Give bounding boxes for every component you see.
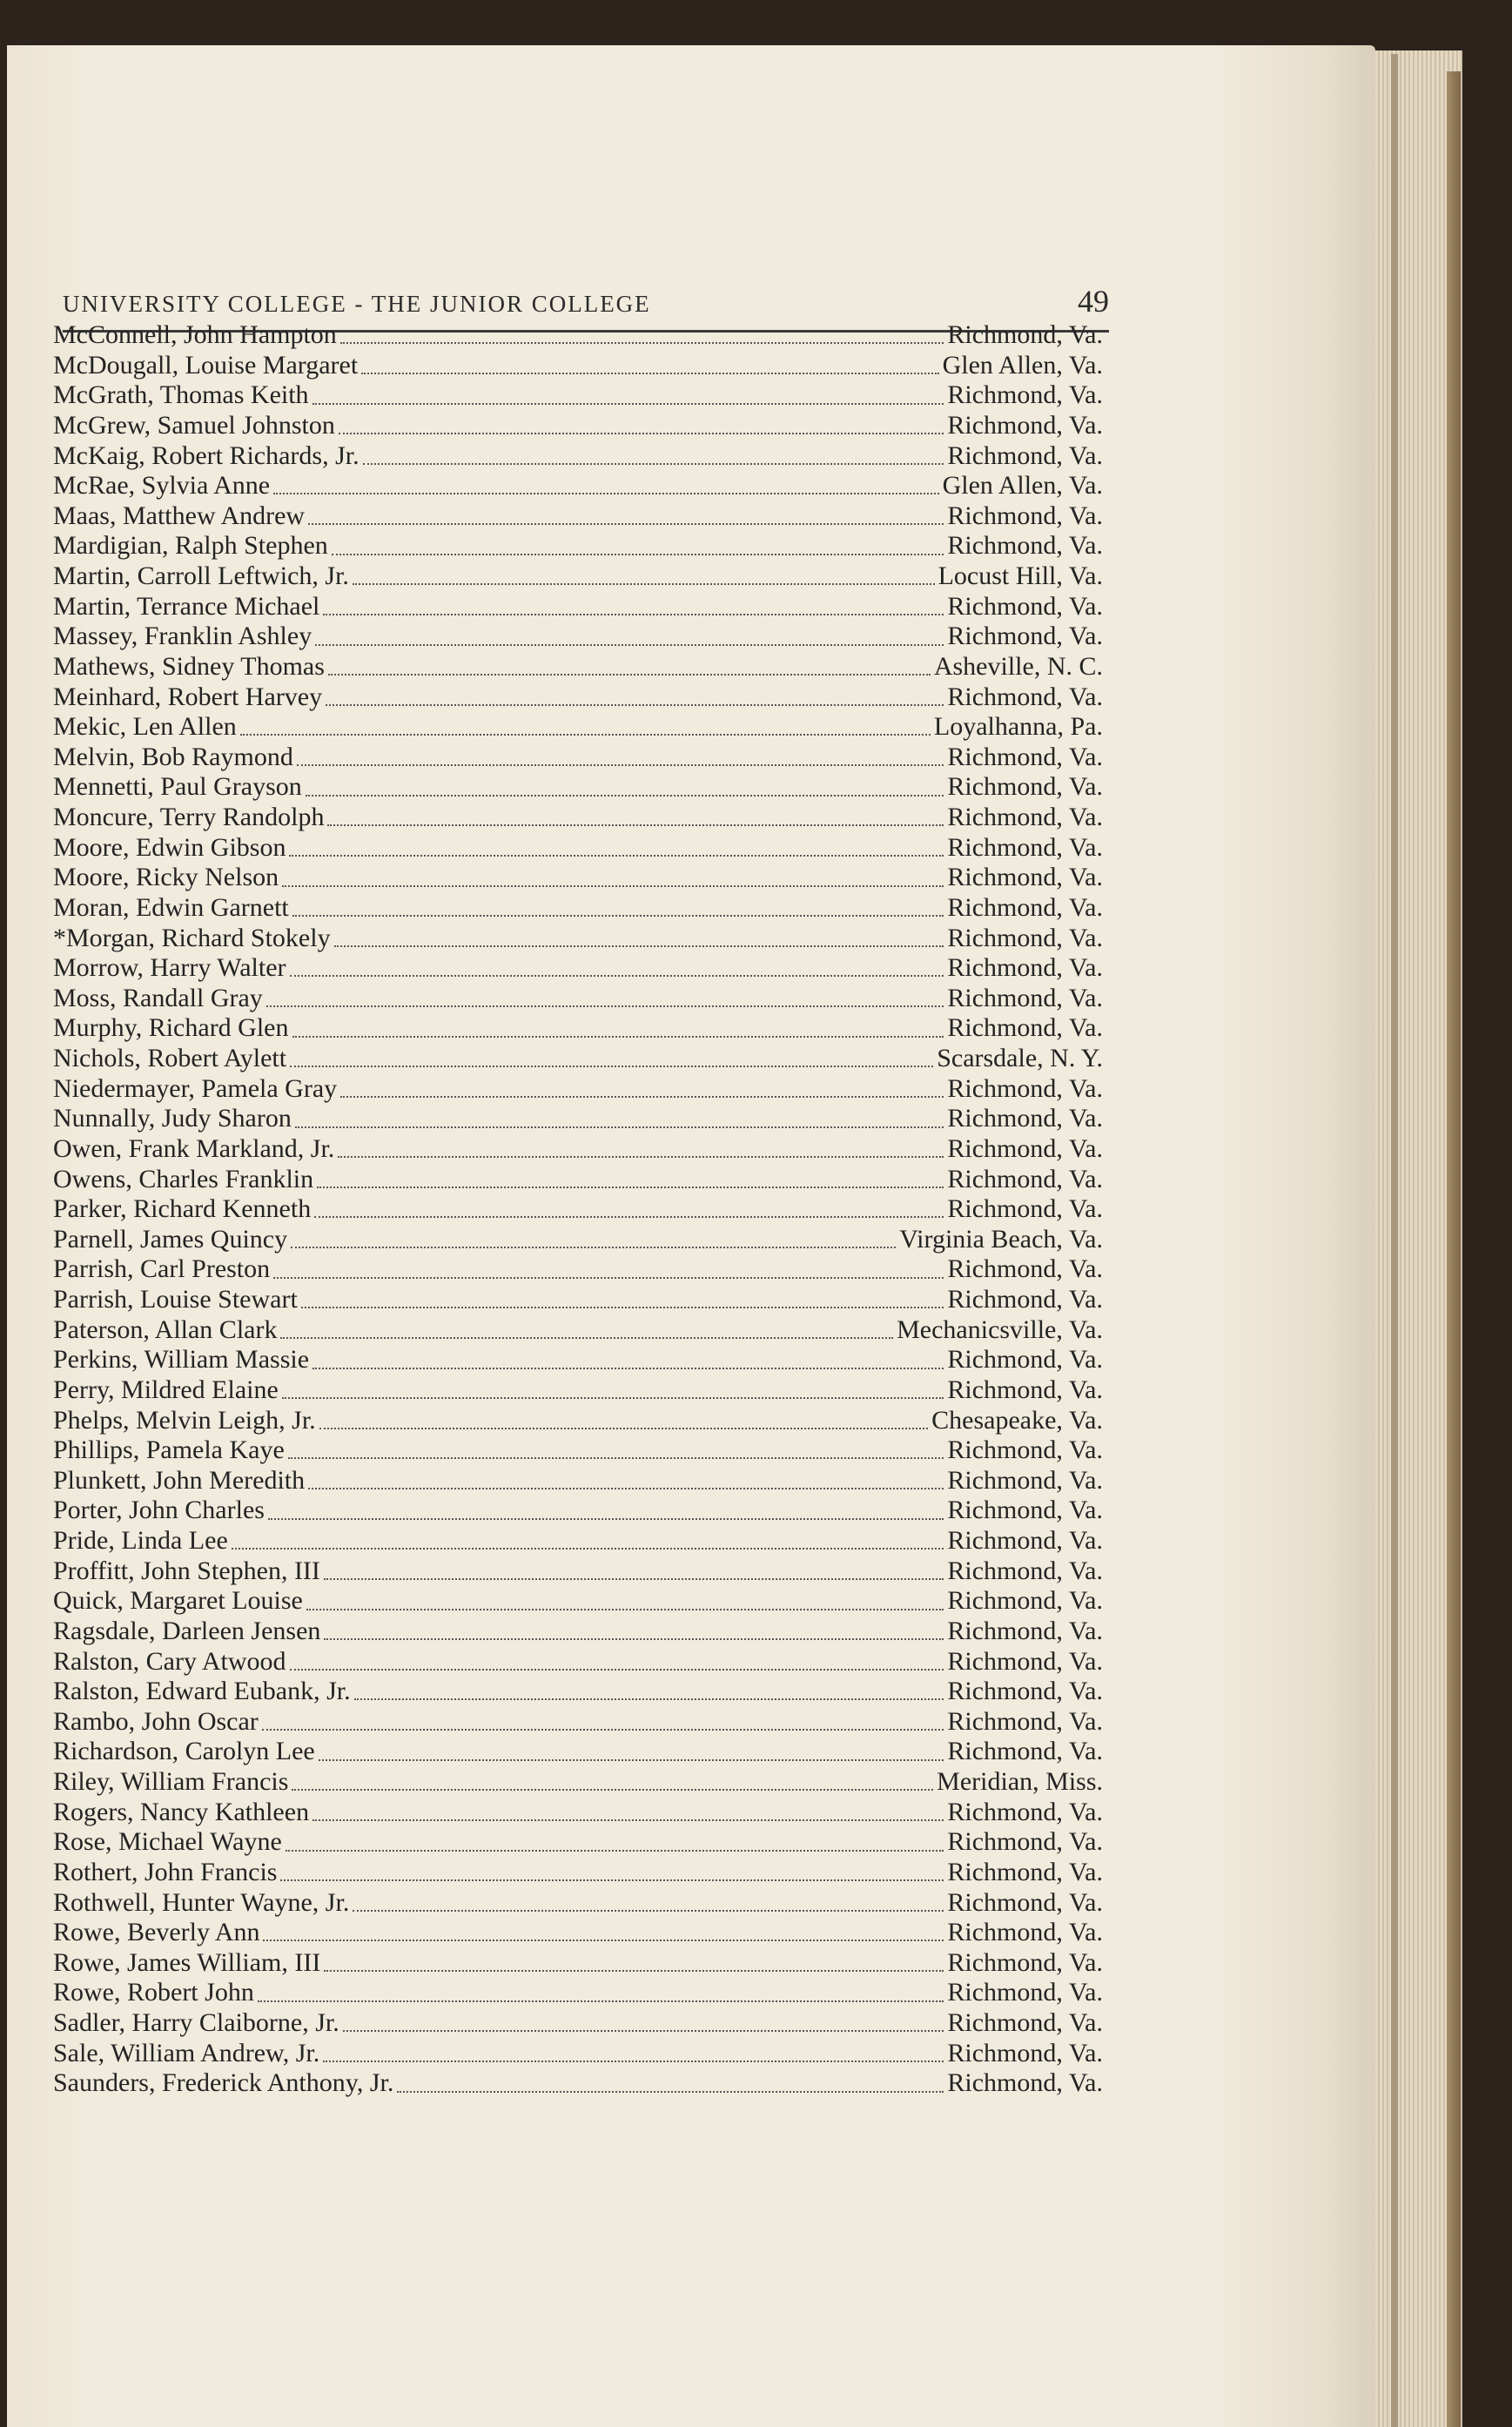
list-item — [53, 1165, 1103, 1195]
hometown: Richmond, Va. — [947, 622, 1103, 651]
hometown: Richmond, Va. — [947, 1616, 1103, 1645]
student-name: McConnell, John Hampton — [53, 320, 337, 349]
hometown: Richmond, Va. — [947, 1556, 1103, 1585]
list-item — [53, 893, 1103, 924]
list-item — [53, 924, 1103, 954]
hometown: Richmond, Va. — [947, 953, 1103, 983]
list-item — [53, 1617, 1103, 1647]
dot-leader — [323, 2061, 944, 2062]
dot-leader — [290, 975, 944, 977]
hometown: Richmond, Va. — [947, 863, 1103, 892]
list-item — [53, 1074, 1103, 1105]
student-name: Melvin, Bob Raymond — [53, 742, 293, 771]
hometown: Richmond, Va. — [947, 1164, 1103, 1193]
dot-leader — [290, 1066, 933, 1067]
list-item — [53, 953, 1103, 984]
student-name: Niedermayer, Pamela Gray — [53, 1073, 338, 1103]
hometown: Richmond, Va. — [947, 1887, 1103, 1917]
list-item — [53, 1194, 1103, 1225]
list-item — [53, 833, 1103, 864]
student-name: Perkins, William Massie — [53, 1345, 310, 1375]
list-item — [53, 1767, 1103, 1798]
student-name: Rowe, Beverly Ann — [53, 1918, 260, 1947]
student-name: Mathews, Sidney Thomas — [53, 651, 325, 681]
list-item — [53, 1044, 1103, 1074]
dot-leader — [317, 1187, 944, 1188]
hometown: Richmond, Va. — [947, 1646, 1103, 1676]
hometown: Richmond, Va. — [947, 1947, 1103, 1977]
list-item — [53, 1556, 1103, 1587]
hometown: Virginia Beach, Va. — [899, 1224, 1103, 1254]
student-name: Parrish, Carl Preston — [53, 1254, 271, 1284]
list-item — [53, 1647, 1103, 1677]
student-name: Owens, Charles Franklin — [53, 1164, 314, 1193]
list-item — [53, 1406, 1103, 1436]
dot-leader — [273, 1277, 944, 1279]
student-name: Nunnally, Judy Sharon — [53, 1104, 292, 1133]
hometown: Mechanicsville, Va. — [897, 1314, 1103, 1344]
student-name: Mardigian, Ralph Stephen — [53, 531, 328, 561]
list-item — [53, 1827, 1103, 1858]
dot-leader — [266, 1005, 944, 1007]
hometown: Richmond, Va. — [947, 1285, 1103, 1314]
student-name: Riley, William Francis — [53, 1767, 289, 1796]
dot-leader — [326, 704, 944, 706]
dot-leader — [280, 1337, 893, 1339]
hometown: Richmond, Va. — [947, 1435, 1103, 1465]
dot-leader — [319, 1428, 928, 1429]
list-item — [53, 380, 1103, 411]
hometown: Richmond, Va. — [947, 1375, 1103, 1404]
hometown: Richmond, Va. — [947, 591, 1103, 621]
list-item — [53, 1707, 1103, 1738]
hometown: Richmond, Va. — [947, 2008, 1103, 2037]
hometown: Richmond, Va. — [947, 682, 1103, 711]
hometown: Richmond, Va. — [947, 1194, 1103, 1224]
student-name: Martin, Terrance Michael — [53, 591, 320, 621]
student-name: McKaig, Robert Richards, Jr. — [53, 440, 360, 470]
student-name: Massey, Franklin Ashley — [53, 622, 312, 651]
student-name: Maas, Matthew Andrew — [53, 501, 306, 530]
list-item — [53, 2008, 1103, 2039]
hometown: Richmond, Va. — [947, 2038, 1103, 2067]
dot-leader — [297, 764, 944, 766]
dot-leader — [258, 2000, 944, 2002]
dot-leader — [324, 1578, 944, 1580]
student-name: Sale, William Andrew, Jr. — [53, 2038, 320, 2067]
hometown: Chesapeake, Va. — [931, 1405, 1103, 1435]
dot-leader — [263, 1940, 944, 1941]
hometown: Scarsdale, N. Y. — [937, 1044, 1103, 1072]
hometown: Richmond, Va. — [947, 531, 1103, 561]
hometown: Loyalhanna, Pa. — [933, 712, 1103, 742]
list-item — [53, 803, 1103, 833]
list-item — [53, 531, 1103, 561]
student-name: McGrath, Thomas Keith — [53, 380, 309, 410]
hometown: Richmond, Va. — [947, 832, 1103, 862]
hometown: Richmond, Va. — [947, 1857, 1103, 1886]
dot-leader — [327, 824, 944, 826]
student-name: Quick, Margaret Louise — [53, 1586, 303, 1616]
dot-leader — [262, 1729, 944, 1731]
student-name: Moncure, Terry Randolph — [53, 803, 325, 831]
dot-leader — [324, 1970, 944, 1972]
hometown: Richmond, Va. — [947, 803, 1103, 831]
dot-leader — [232, 1548, 944, 1550]
list-item — [53, 712, 1103, 743]
list-item — [53, 863, 1103, 893]
list-item — [53, 320, 1103, 351]
dot-leader — [306, 1609, 944, 1610]
student-name: Rowe, Robert John — [53, 1978, 254, 2007]
list-item — [53, 1888, 1103, 1919]
hometown: Richmond, Va. — [947, 320, 1103, 349]
student-name: Ragsdale, Darleen Jensen — [53, 1616, 321, 1645]
student-name: Meinhard, Robert Harvey — [53, 682, 323, 711]
dot-leader — [332, 554, 944, 555]
list-item — [53, 1918, 1103, 1948]
dot-leader — [314, 1216, 944, 1218]
hometown: Richmond, Va. — [947, 1133, 1103, 1163]
dot-leader — [292, 915, 944, 917]
dot-leader — [289, 855, 944, 857]
hometown: Richmond, Va. — [947, 983, 1103, 1012]
hometown: Richmond, Va. — [947, 923, 1103, 952]
student-name: Parrish, Louise Stewart — [53, 1285, 298, 1314]
dot-leader — [363, 463, 944, 465]
student-name: Moore, Edwin Gibson — [53, 832, 286, 862]
hometown: Richmond, Va. — [947, 1586, 1103, 1616]
dot-leader — [340, 342, 944, 344]
list-item — [53, 1978, 1103, 2008]
student-name: Rowe, James William, III — [53, 1947, 321, 1977]
hometown: Asheville, N. C. — [933, 651, 1103, 681]
dot-leader — [334, 945, 944, 947]
hometown: Richmond, Va. — [947, 1526, 1103, 1555]
student-name: Moore, Ricky Nelson — [53, 863, 279, 892]
list-item — [53, 1948, 1103, 1979]
hometown: Richmond, Va. — [947, 1706, 1103, 1736]
list-item — [53, 592, 1103, 622]
student-directory-list — [53, 320, 1103, 2099]
student-name: Ralston, Edward Eubank, Jr. — [53, 1677, 351, 1706]
student-name: McDougall, Louise Margaret — [53, 350, 359, 380]
list-item — [53, 1225, 1103, 1255]
hometown: Richmond, Va. — [947, 1254, 1103, 1284]
dot-leader — [292, 1789, 933, 1791]
hometown: Richmond, Va. — [947, 892, 1103, 922]
list-item — [53, 1375, 1103, 1406]
dot-leader — [292, 1036, 944, 1038]
dot-leader — [354, 1698, 944, 1700]
hometown: Glen Allen, Va. — [942, 350, 1103, 380]
hometown: Richmond, Va. — [947, 1918, 1103, 1947]
hometown: Meridian, Miss. — [937, 1767, 1103, 1796]
list-item — [53, 1315, 1103, 1346]
list-item — [53, 1285, 1103, 1315]
dot-leader — [328, 674, 931, 676]
list-item — [53, 561, 1103, 592]
dot-leader — [308, 1488, 944, 1489]
student-name: Martin, Carroll Leftwich, Jr. — [53, 561, 349, 590]
list-item — [53, 1677, 1103, 1707]
dot-leader — [295, 1126, 944, 1128]
student-name: Nichols, Robert Aylett — [53, 1044, 287, 1072]
dot-leader — [288, 1457, 944, 1459]
dot-leader — [323, 614, 944, 615]
list-item — [53, 1798, 1103, 1828]
student-name: Perry, Mildred Elaine — [53, 1375, 279, 1404]
student-name: Moss, Randall Gray — [53, 983, 263, 1012]
list-item — [53, 622, 1103, 652]
dot-leader — [353, 583, 935, 585]
hometown: Richmond, Va. — [947, 772, 1103, 802]
student-name: Owen, Frank Markland, Jr. — [53, 1133, 335, 1163]
dot-leader — [268, 1518, 944, 1520]
hometown: Richmond, Va. — [947, 1978, 1103, 2007]
list-item — [53, 351, 1103, 381]
book-cover-edge — [1447, 71, 1461, 2427]
list-item — [53, 772, 1103, 803]
student-name: Rothwell, Hunter Wayne, Jr. — [53, 1887, 350, 1917]
dot-leader — [339, 433, 944, 434]
hometown: Richmond, Va. — [947, 1827, 1103, 1857]
dot-leader — [308, 523, 944, 525]
hometown: Richmond, Va. — [947, 1677, 1103, 1706]
student-name: Rogers, Nancy Kathleen — [53, 1797, 310, 1826]
student-name: Phillips, Pamela Kaye — [53, 1435, 285, 1465]
hometown: Richmond, Va. — [947, 501, 1103, 530]
dot-leader — [286, 1850, 944, 1852]
student-name: *Morgan, Richard Stokely — [53, 923, 331, 952]
dot-leader — [290, 1669, 944, 1671]
dot-leader — [312, 1819, 944, 1821]
dot-leader — [312, 403, 944, 405]
dot-leader — [282, 1397, 944, 1399]
student-name: McRae, Sylvia Anne — [53, 471, 271, 501]
list-item — [53, 1254, 1103, 1285]
dot-leader — [301, 1307, 944, 1308]
list-item — [53, 1013, 1103, 1044]
list-item — [53, 1435, 1103, 1466]
student-name: Ralston, Cary Atwood — [53, 1646, 286, 1676]
list-item — [53, 441, 1103, 472]
list-item — [53, 682, 1103, 713]
dot-leader — [306, 795, 944, 797]
list-item — [53, 1586, 1103, 1617]
student-name: Rothert, John Francis — [53, 1857, 278, 1886]
list-item — [53, 1466, 1103, 1496]
dot-leader — [312, 1368, 944, 1369]
dot-leader — [361, 373, 938, 374]
list-item — [53, 471, 1103, 501]
hometown: Richmond, Va. — [947, 1345, 1103, 1375]
hometown: Richmond, Va. — [947, 380, 1103, 410]
dot-leader — [324, 1638, 944, 1640]
hometown: Glen Allen, Va. — [942, 471, 1103, 501]
student-name: Mekic, Len Allen — [53, 712, 237, 742]
hometown: Richmond, Va. — [947, 2068, 1103, 2098]
hometown: Richmond, Va. — [947, 1465, 1103, 1495]
dot-leader — [397, 2091, 944, 2093]
hometown: Richmond, Va. — [947, 1737, 1103, 1766]
hometown: Locust Hill, Va. — [937, 561, 1103, 590]
dot-leader — [282, 885, 944, 887]
list-item — [53, 2039, 1103, 2069]
list-item — [53, 1134, 1103, 1165]
list-item — [53, 411, 1103, 441]
student-name: Parnell, James Quincy — [53, 1224, 288, 1254]
hometown: Richmond, Va. — [947, 410, 1103, 440]
dot-leader — [340, 1096, 944, 1098]
student-name: Murphy, Richard Glen — [53, 1013, 289, 1043]
hometown: Richmond, Va. — [947, 1073, 1103, 1103]
student-name: Porter, John Charles — [53, 1496, 265, 1525]
list-item — [53, 984, 1103, 1014]
dot-leader — [319, 1759, 944, 1761]
student-name: Pride, Linda Lee — [53, 1526, 228, 1555]
student-name: Plunkett, John Meredith — [53, 1465, 306, 1495]
hometown: Richmond, Va. — [947, 742, 1103, 771]
student-name: Saunders, Frederick Anthony, Jr. — [53, 2068, 394, 2098]
list-item — [53, 743, 1103, 773]
student-name: Paterson, Allan Clark — [53, 1314, 278, 1344]
dot-leader — [343, 2030, 944, 2032]
dot-leader — [291, 1247, 896, 1248]
student-name: Richardson, Carolyn Lee — [53, 1737, 315, 1766]
list-item — [53, 1526, 1103, 1556]
student-name: Rambo, John Oscar — [53, 1706, 259, 1736]
list-item — [53, 1104, 1103, 1134]
student-name: Mennetti, Paul Grayson — [53, 772, 302, 802]
list-item — [53, 1345, 1103, 1375]
dot-leader — [315, 644, 944, 646]
dot-leader — [353, 1910, 944, 1912]
list-item — [53, 1496, 1103, 1526]
student-name: Parker, Richard Kenneth — [53, 1194, 312, 1224]
list-item — [53, 652, 1103, 682]
student-name: Moran, Edwin Garnett — [53, 892, 289, 922]
hometown: Richmond, Va. — [947, 1797, 1103, 1826]
page-edge-shadow — [1391, 54, 1398, 2427]
student-name: Phelps, Melvin Leigh, Jr. — [53, 1405, 316, 1435]
dot-leader — [338, 1156, 944, 1158]
student-name: Morrow, Harry Walter — [53, 953, 286, 983]
page-number: 49 — [1078, 284, 1109, 319]
student-name: Rose, Michael Wayne — [53, 1827, 282, 1857]
list-item — [53, 501, 1103, 532]
running-title: UNIVERSITY COLLEGE - THE JUNIOR COLLEGE — [63, 291, 651, 317]
hometown: Richmond, Va. — [947, 440, 1103, 470]
hometown: Richmond, Va. — [947, 1104, 1103, 1133]
hometown: Richmond, Va. — [947, 1013, 1103, 1043]
student-name: McGrew, Samuel Johnston — [53, 410, 335, 440]
list-item — [53, 1858, 1103, 1888]
student-name: Proffitt, John Stephen, III — [53, 1556, 320, 1585]
hometown: Richmond, Va. — [947, 1496, 1103, 1525]
dot-leader — [280, 1879, 944, 1881]
student-name: Sadler, Harry Claiborne, Jr. — [53, 2008, 339, 2037]
list-item — [53, 2068, 1103, 2099]
list-item — [53, 1737, 1103, 1767]
dot-leader — [240, 734, 931, 736]
dot-leader — [273, 493, 938, 494]
